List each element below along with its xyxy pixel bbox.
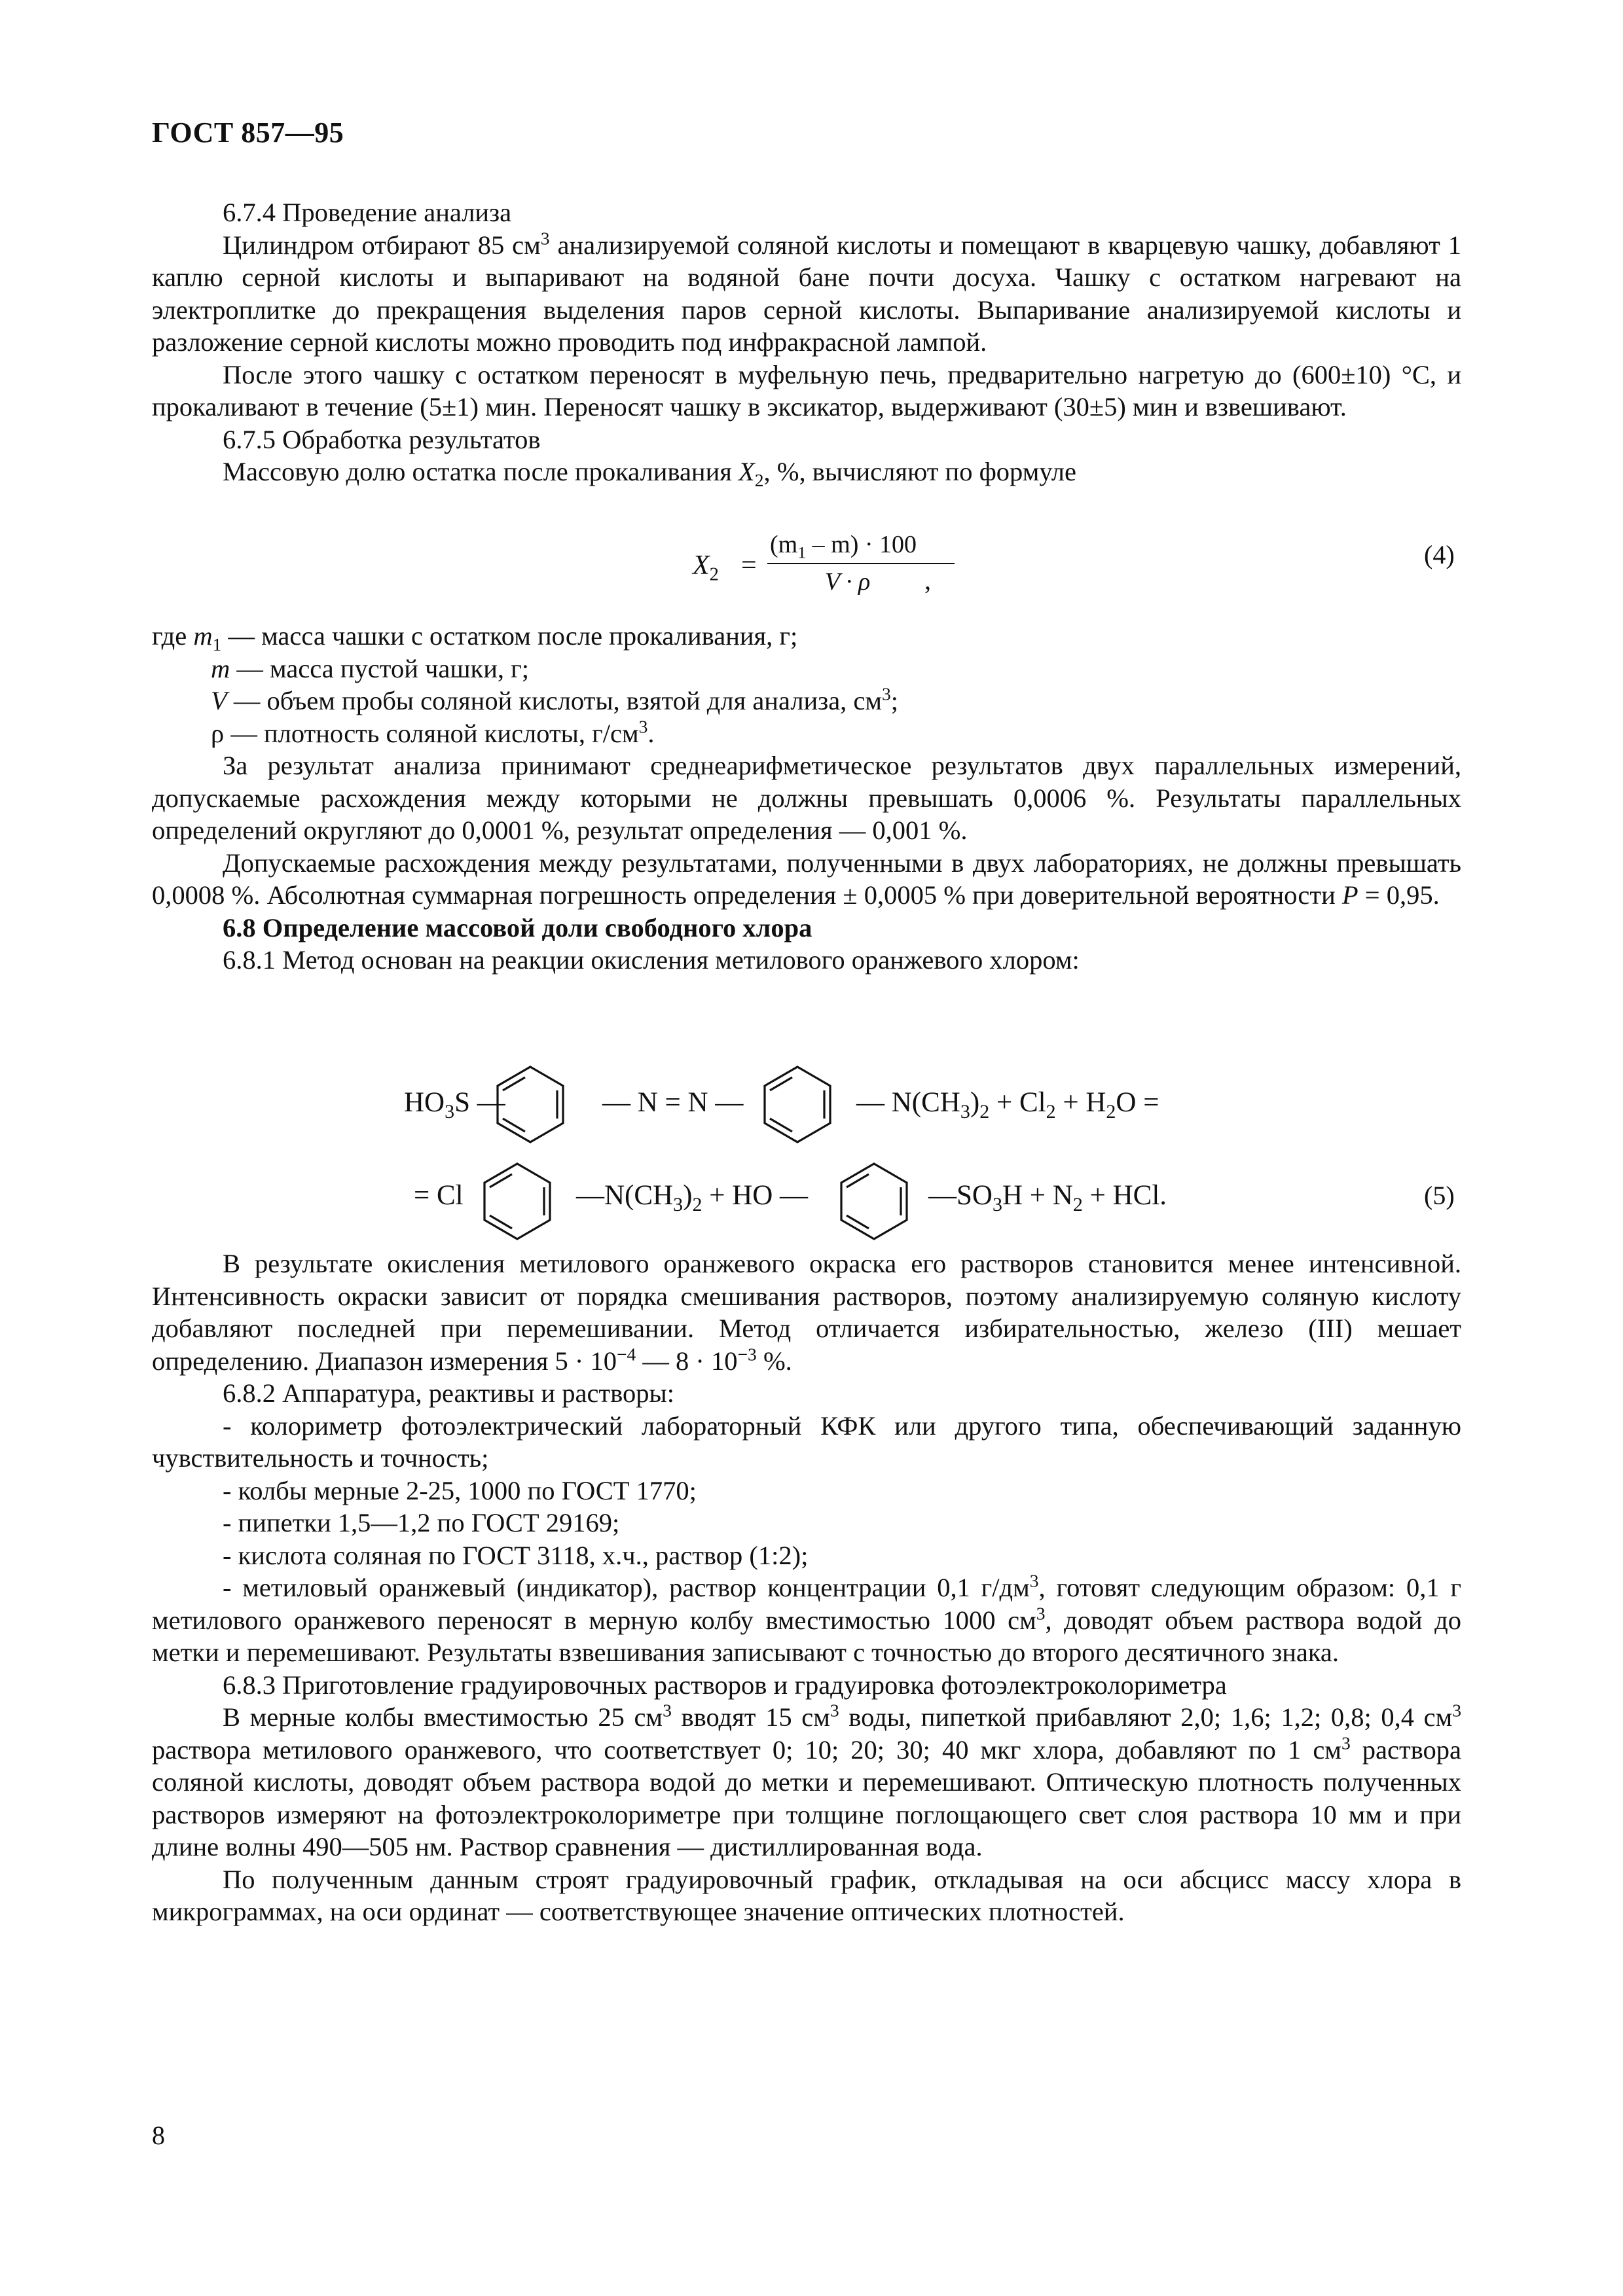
section-6-7-4	[152, 196, 1462, 491]
legend-item: m — масса пустой чашки, г;	[211, 653, 529, 683]
paragraph: Допускаемые расхождения между результатами, полученными в двух лабораториях, не должны превышать 0,0008 %. Абсолютная суммарная погрешность определения ± 0,0005 % при доверительной вероятности P = 0,95.	[152, 848, 1461, 910]
paragraph: Массовую долю остатка после прокаливания $X_2$, %, вычисляют по формуле	[223, 457, 1076, 491]
svg-text:— N(CH3)2 + Cl2 + H2O =: — $N(CH_3)_2 + Cl_2 + H_2O$ =	[856, 1087, 1159, 1122]
section-heading: 6.7.5 Обработка результатов	[223, 424, 541, 454]
benzene-ring-icon	[841, 1164, 907, 1239]
formula-lhs: $X_2$	[693, 550, 719, 585]
formula-4-legend	[152, 620, 1461, 977]
paragraph: 6.8.1 Метод основан на реакции окисления метилового оранжевого хлором:	[223, 945, 1080, 975]
list-item: - колбы мерные 2-25, 1000 по ГОСТ 1770;	[223, 1475, 697, 1505]
svg-text:—N(CH3)2 + HO —: $—N(CH_3)_2$ + HO —	[576, 1180, 809, 1215]
svg-text:HO3S —: $HO_3S$ —	[404, 1087, 505, 1122]
formula-equals: =	[741, 550, 757, 581]
equation-5-line-1	[404, 1067, 1159, 1142]
formula-4	[681, 529, 943, 601]
paragraph: По полученным данным строят градуировочный график, откладывая на оси абсцисс массу хлора в микрограммах, на оси ординат — соответствующее значение оптических плотностей.	[152, 1864, 1461, 1926]
list-item: - кислота соляная по ГОСТ 3118, х.ч., раствор (1:2);	[223, 1540, 809, 1570]
page-number: 8	[152, 2121, 165, 2150]
section-6-8-body	[152, 1247, 1461, 1928]
section-heading: 6.8.3 Приготовление градуировочных растворов и градуировка фотоэлектроколориметра	[223, 1670, 1227, 1700]
legend-item: ρ — плотность соляной кислоты, $г/см^3$.	[211, 716, 655, 748]
document-header: ГОСТ 857—95	[152, 117, 344, 149]
list-item: - пипетки 1,5—1,2 по ГОСТ 29169;	[223, 1508, 620, 1537]
formula-number-5: (5)	[1424, 1181, 1455, 1210]
equation-5-line-2	[414, 1164, 1455, 1239]
section-heading: 6.8.2 Аппаратура, реактивы и растворы:	[223, 1378, 674, 1408]
formula-number-4: (4)	[1424, 540, 1455, 569]
paragraph: После этого чашку с остатком переносят в муфельную печь, предварительно нагретую до (600±10) °С, и прокаливают в течение (5±1) мин. Переносят чашку в эксикатор, выдерживают (30±5) мин и взвешивают.	[152, 359, 1461, 422]
legend-item: V — объем пробы соляной кислоты, взятой для анализа, $см^3$;	[211, 683, 899, 715]
paragraph: В мерные колбы вместимостью 25 $см^3$ вводят 15 $см^3$ воды, пипеткой прибавляют 2,0; 1,6; 1,2; 0,8; 0,4 $см^3$ раствора метилового оранжевого, что соответствует 0; 10; 20; 30; 40 мкг хлора, добавляют по 1 $см^3$ раствора соляной кислоты, доводят объем раствора водой до метки и перемешивают. Оптическую плотность полученных растворов измеряют на фотоэлектроколориметре при толщине поглощающего свет слоя раствора 10 мм и при длине волны 490—505 нм. Раствор сравнения — дистиллированная вода.	[152, 1700, 1462, 1861]
section-heading: 6.8 Определение массовой доли свободного хлора	[223, 912, 812, 942]
svg-text:= Cl: = Cl	[414, 1180, 464, 1211]
paragraph: За результат анализа принимают среднеарифметическое результатов двух параллельных измерений, допускаемые расхождения между которыми не должны превышать 0,0006 %. Результаты параллельных определений округляют до 0,0001 %, результат определения — 0,001 %.	[152, 751, 1461, 845]
list-item: - колориметр фотоэлектрический лабораторный КФК или другого типа, обеспечивающий заданную чувствительность и точность;	[152, 1410, 1461, 1473]
formula-comma: ,	[924, 565, 931, 595]
svg-text:— N = N —: — N = N —	[602, 1087, 744, 1118]
section-heading: 6.7.4 Проведение анализа	[223, 198, 512, 227]
benzene-ring-icon	[498, 1067, 563, 1142]
legend-item: где $m_1$ — масса чашки с остатком после прокаливания, г;	[152, 621, 798, 655]
paragraph: Цилиндром отбирают 85 $см^3$ анализируемой соляной кислоты и помещают в кварцевую чашку, добавляют 1 каплю серной кислоты и выпаривают на водяной бане почти досуха. Чашку с остатком нагревают на электроплитке до прекращения выделения паров серной кислоты. Выпаривание анализируемой кислоты и разложение серной кислоты можно проводить под инфракрасной лампой.	[152, 228, 1462, 357]
benzene-ring-icon	[765, 1067, 830, 1142]
benzene-ring-icon	[484, 1164, 550, 1239]
paragraph: В результате окисления метилового оранжевого окраска его растворов становится менее интенсивной. Интенсивность окраски зависит от порядка смешивания растворов, поэтому анализируемую соляную кислоту добавляют последней при перемешивании. Метод отличается избирательностью, железо (III) мешает определению. Диапазон измерения $5 \cdot 10^{-4}$ — $8 \cdot 10^{-3}$ %.	[152, 1249, 1461, 1376]
formula-denominator: V · ρ	[825, 568, 871, 596]
list-item: - метиловый оранжевый (индикатор), раствор концентрации 0,1 $г/дм^3$, готовят следующим образом: 0,1 г метилового оранжевого переносят в мерную колбу вместимостью 1000 $см^3$, доводят объем раствора водой до метки и перемешивают. Результаты взвешивания записывают с точностью до второго десятичного знака.	[152, 1570, 1461, 1667]
formula-numerator: $(m_1 - m) \cdot 100$	[770, 531, 917, 562]
svg-text:—SO3H + N2 + HCl.: $—SO_3H + N_2$ + HCl.	[928, 1180, 1167, 1215]
